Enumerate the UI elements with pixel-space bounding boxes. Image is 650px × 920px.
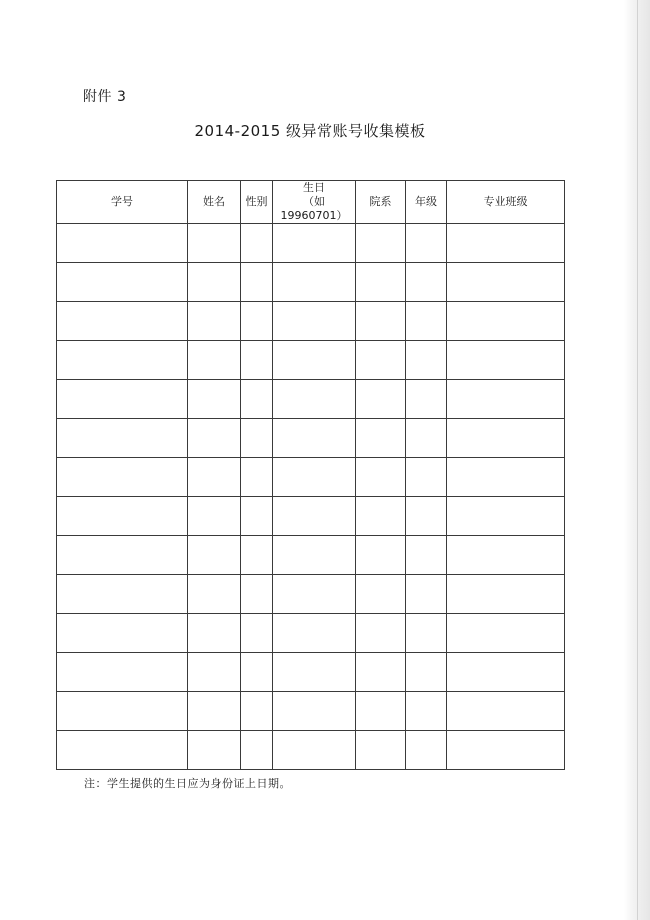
cell-birthday [273, 575, 356, 614]
cell-student-id [57, 341, 188, 380]
table-row [57, 302, 565, 341]
header-birthday-example: （如 19960701） [280, 195, 348, 222]
cell-grade [406, 653, 447, 692]
table-row [57, 458, 565, 497]
cell-grade [406, 224, 447, 263]
header-name: 姓名 [188, 181, 241, 224]
cell-birthday [273, 614, 356, 653]
cell-major-class [447, 653, 565, 692]
cell-name [188, 380, 241, 419]
cell-grade [406, 302, 447, 341]
cell-department [356, 497, 406, 536]
cell-birthday [273, 692, 356, 731]
cell-student-id [57, 458, 188, 497]
cell-major-class [447, 341, 565, 380]
cell-gender [241, 497, 273, 536]
cell-name [188, 224, 241, 263]
cell-name [188, 302, 241, 341]
cell-birthday [273, 536, 356, 575]
table-row [57, 380, 565, 419]
cell-grade [406, 575, 447, 614]
table-row [57, 653, 565, 692]
cell-major-class [447, 692, 565, 731]
cell-major-class [447, 302, 565, 341]
cell-name [188, 731, 241, 770]
cell-student-id [57, 302, 188, 341]
cell-name [188, 263, 241, 302]
header-major-class: 专业班级 [447, 181, 565, 224]
cell-grade [406, 692, 447, 731]
table-row [57, 497, 565, 536]
cell-student-id [57, 497, 188, 536]
cell-student-id [57, 263, 188, 302]
cell-department [356, 653, 406, 692]
cell-grade [406, 458, 447, 497]
header-student-id: 学号 [57, 181, 188, 224]
cell-gender [241, 263, 273, 302]
cell-department [356, 341, 406, 380]
table-body [57, 224, 565, 770]
cell-department [356, 614, 406, 653]
table-row [57, 692, 565, 731]
cell-grade [406, 731, 447, 770]
cell-student-id [57, 614, 188, 653]
cell-birthday [273, 341, 356, 380]
table-row [57, 731, 565, 770]
cell-name [188, 575, 241, 614]
cell-name [188, 536, 241, 575]
cell-name [188, 653, 241, 692]
header-gender: 性别 [241, 181, 273, 224]
cell-grade [406, 380, 447, 419]
cell-student-id [57, 380, 188, 419]
cell-department [356, 419, 406, 458]
header-birthday-label: 生日 [303, 181, 325, 194]
cell-major-class [447, 458, 565, 497]
cell-gender [241, 302, 273, 341]
cell-gender [241, 731, 273, 770]
cell-gender [241, 419, 273, 458]
cell-student-id [57, 575, 188, 614]
table-row [57, 341, 565, 380]
cell-gender [241, 341, 273, 380]
cell-gender [241, 653, 273, 692]
header-birthday [273, 181, 356, 224]
cell-grade [406, 536, 447, 575]
cell-name [188, 614, 241, 653]
table-row [57, 575, 565, 614]
cell-birthday [273, 653, 356, 692]
cell-gender [241, 458, 273, 497]
cell-student-id [57, 536, 188, 575]
cell-department [356, 575, 406, 614]
cell-major-class [447, 419, 565, 458]
cell-name [188, 341, 241, 380]
cell-gender [241, 536, 273, 575]
cell-student-id [57, 731, 188, 770]
cell-student-id [57, 692, 188, 731]
table-row [57, 419, 565, 458]
cell-birthday [273, 419, 356, 458]
cell-name [188, 419, 241, 458]
cell-gender [241, 380, 273, 419]
attachment-label: 附件 3 [83, 89, 127, 105]
cell-major-class [447, 380, 565, 419]
cell-department [356, 263, 406, 302]
cell-birthday [273, 224, 356, 263]
cell-gender [241, 575, 273, 614]
header-grade: 年级 [406, 181, 447, 224]
cell-birthday [273, 263, 356, 302]
cell-birthday [273, 731, 356, 770]
cell-department [356, 458, 406, 497]
cell-student-id [57, 419, 188, 458]
cell-name [188, 497, 241, 536]
cell-name [188, 458, 241, 497]
cell-major-class [447, 614, 565, 653]
cell-major-class [447, 575, 565, 614]
table-row [57, 263, 565, 302]
table-row [57, 614, 565, 653]
table-row [57, 536, 565, 575]
header-department: 院系 [356, 181, 406, 224]
cell-grade [406, 341, 447, 380]
cell-gender [241, 614, 273, 653]
cell-major-class [447, 536, 565, 575]
cell-name [188, 692, 241, 731]
cell-birthday [273, 497, 356, 536]
cell-grade [406, 263, 447, 302]
cell-major-class [447, 224, 565, 263]
cell-major-class [447, 497, 565, 536]
scan-edge-line [637, 0, 638, 920]
cell-student-id [57, 653, 188, 692]
footnote: 注：学生提供的生日应为身份证上日期。 [84, 777, 291, 790]
collection-form-table [56, 180, 565, 770]
cell-birthday [273, 458, 356, 497]
cell-birthday [273, 302, 356, 341]
cell-major-class [447, 263, 565, 302]
cell-department [356, 224, 406, 263]
cell-gender [241, 224, 273, 263]
cell-gender [241, 692, 273, 731]
document-title: 2014-2015 级异常账号收集模板 [194, 122, 426, 140]
cell-grade [406, 419, 447, 458]
cell-grade [406, 614, 447, 653]
cell-birthday [273, 380, 356, 419]
cell-major-class [447, 731, 565, 770]
cell-student-id [57, 224, 188, 263]
table-row [57, 224, 565, 263]
cell-grade [406, 497, 447, 536]
cell-department [356, 302, 406, 341]
cell-department [356, 536, 406, 575]
cell-department [356, 380, 406, 419]
cell-department [356, 731, 406, 770]
cell-department [356, 692, 406, 731]
header-row [57, 181, 565, 224]
